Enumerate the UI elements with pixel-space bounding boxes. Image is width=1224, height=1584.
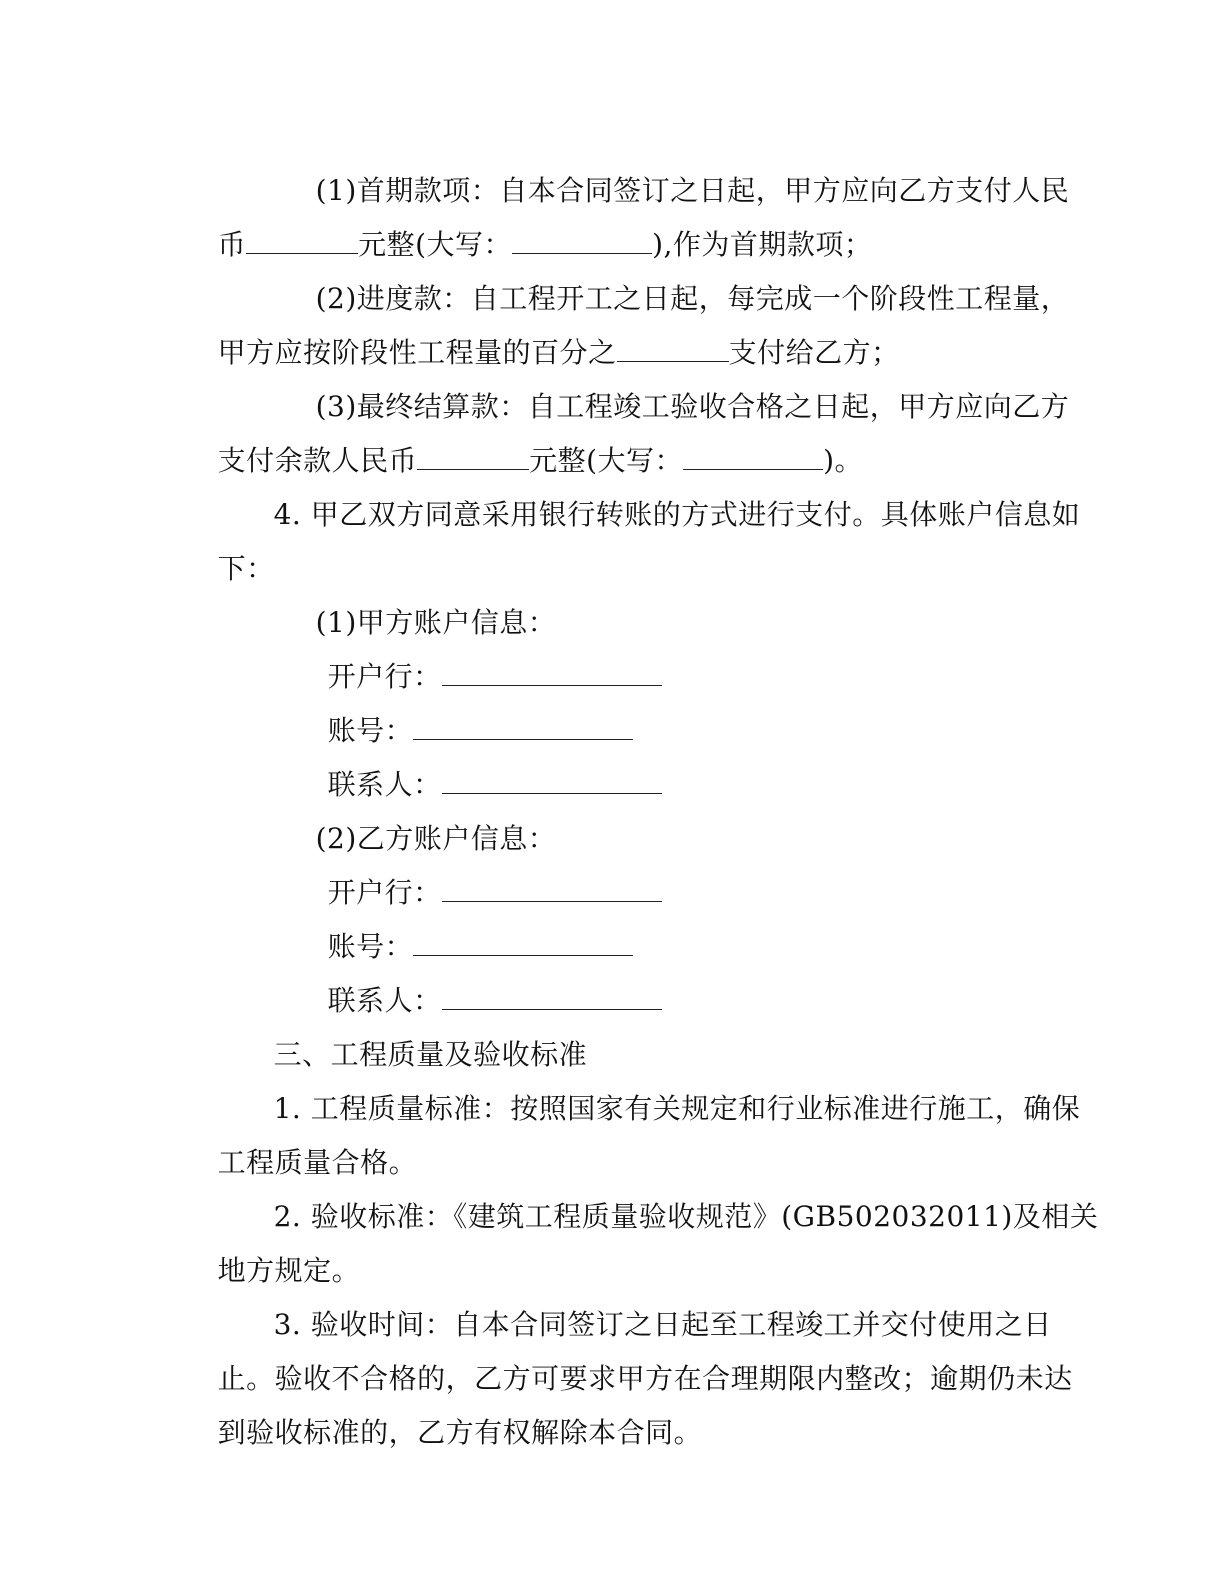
transfer-line1: 4. 甲乙双方同意采用银行转账的方式进行支付。具体账户信息如	[273, 498, 1081, 531]
payment-item2-line1: (2)进度款：自工程开工之日起，每完成一个阶段性工程量，	[315, 282, 1070, 315]
transfer-line2: 下：	[217, 552, 275, 585]
quality-heading: 三、工程质量及验收标准	[273, 1038, 588, 1071]
party-b-bank-row: 开户行：	[290, 842, 662, 944]
quality-clause3-line1: 3. 验收时间：自本合同签订之日起至工程竣工并交付使用之日	[273, 1308, 1052, 1341]
party-a-account-row: 账号：	[290, 680, 633, 782]
quality-clause3-line3: 到验收标准的，乙方有权解除本合同。	[217, 1416, 703, 1449]
party-a-account-title: (1)甲方账户信息：	[315, 606, 557, 639]
quality-clause2-line1: 2. 验收标准：《建筑工程质量验收规范》(GB502032011)及相关	[273, 1200, 1099, 1233]
payment-item3-line2: 支付余款人民币 元整(大写： )。	[217, 444, 863, 477]
payment-item3-line1: (3)最终结算款：自工程竣工验收合格之日起，甲方应向乙方	[315, 390, 1070, 423]
quality-clause1-line1: 1. 工程质量标准：按照国家有关规定和行业标准进行施工，确保	[273, 1092, 1081, 1125]
payment-item2-line2: 甲方应按阶段性工程量的百分之 支付给乙方；	[217, 336, 900, 369]
quality-clause3-line2: 止。验收不合格的，乙方可要求甲方在合理期限内整改；逾期仍未达	[217, 1362, 1073, 1395]
party-a-bank-row: 开户行：	[290, 626, 662, 728]
payment-item1-line1: (1)首期款项：自本合同签订之日起，甲方应向乙方支付人民	[315, 174, 1070, 207]
quality-clause2-line2: 地方规定。	[217, 1254, 361, 1287]
party-a-contact-row: 联系人：	[290, 734, 662, 836]
party-b-account-title: (2)乙方账户信息：	[315, 822, 557, 855]
quality-clause1-line2: 工程质量合格。	[217, 1146, 418, 1179]
payment-item1-line2: 币 元整(大写： ),作为首期款项；	[217, 228, 873, 261]
party-b-account-row: 账号：	[290, 896, 633, 998]
party-b-contact-row: 联系人：	[290, 950, 662, 1052]
